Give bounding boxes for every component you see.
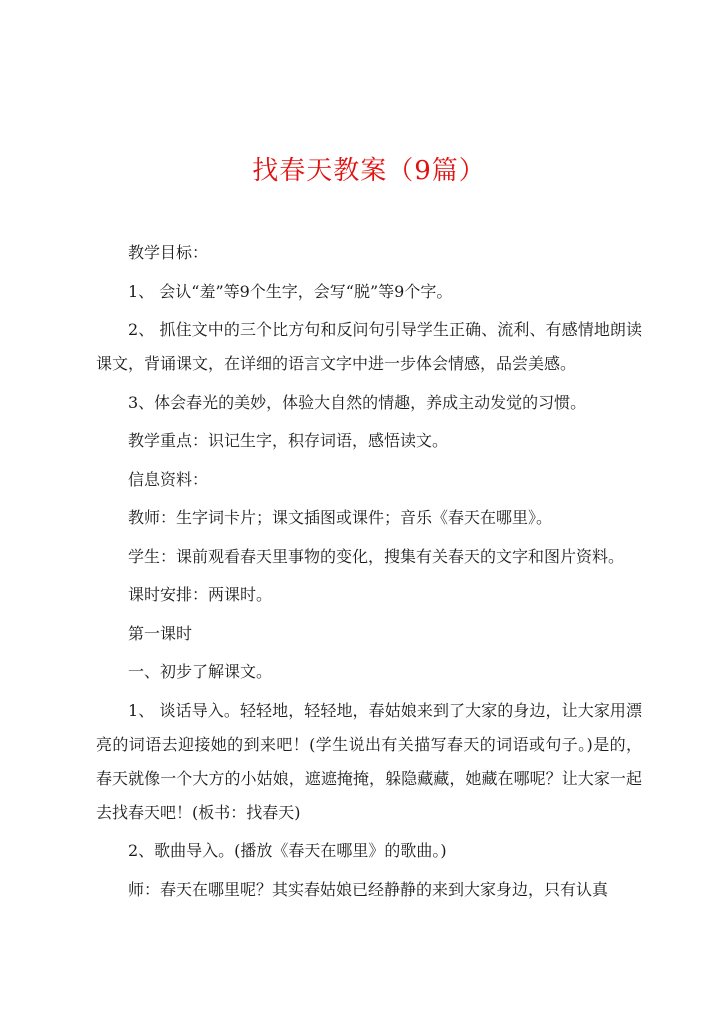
paragraph-teacher-resources: 教师：生字词卡片；课文插图或课件；音乐《春天在哪里》。 bbox=[128, 508, 553, 527]
paragraph-goal-3: 3、体会春光的美妙，体验大自然的情趣，养成主动发觉的习惯。 bbox=[128, 392, 587, 412]
paragraph-key-points: 教学重点：识记生字，积存词语，感悟读文。 bbox=[128, 431, 449, 450]
paragraph-intro-talk: 1、 谈话导入。轻轻地，轻轻地，春姑娘来到了大家的身边，让大家用漂亮的词语去迎接她的到来吧！(学生说出有关描写春天的词语或句子。)是的，春天就像一个大方的小姑娘，遮遮掩掩，躲隐藏藏，她藏在哪呢？让大家一起去找春天吧！(板书：找春天) bbox=[96, 700, 642, 822]
document-title: 找春天教案（9篇） bbox=[252, 156, 486, 186]
paragraph-goal-1: 1、 会认“羞”等9个生字，会写“脱”等9个字。 bbox=[128, 281, 453, 301]
paragraph-section-one: 一、初步了解课文。 bbox=[128, 662, 273, 681]
paragraph-lesson-one: 第一课时 bbox=[128, 623, 193, 643]
paragraph-intro-song: 2、歌曲导入。(播放《春天在哪里》的歌曲。) bbox=[128, 841, 447, 860]
paragraph-resources-heading: 信息资料： bbox=[128, 469, 209, 489]
paragraph-schedule: 课时安排：两课时。 bbox=[128, 585, 273, 604]
paragraph-teacher-speech: 师：春天在哪里呢？其实春姑娘已经静静的来到大家身边，只有认真 bbox=[128, 879, 609, 899]
paragraph-goal-2: 2、 抓住文中的三个比方句和反问句引导学生正确、流利、有感情地朗读课文，背诵课文，在详细的语言文字中进一步体会情感，品尝美感。 bbox=[96, 320, 642, 373]
paragraph-teaching-goals-heading: 教学目标： bbox=[128, 243, 209, 262]
document-page bbox=[96, 150, 642, 911]
paragraph-student-resources: 学生：课前观看春天里事物的变化，搜集有关春天的文字和图片资料。 bbox=[128, 546, 625, 566]
